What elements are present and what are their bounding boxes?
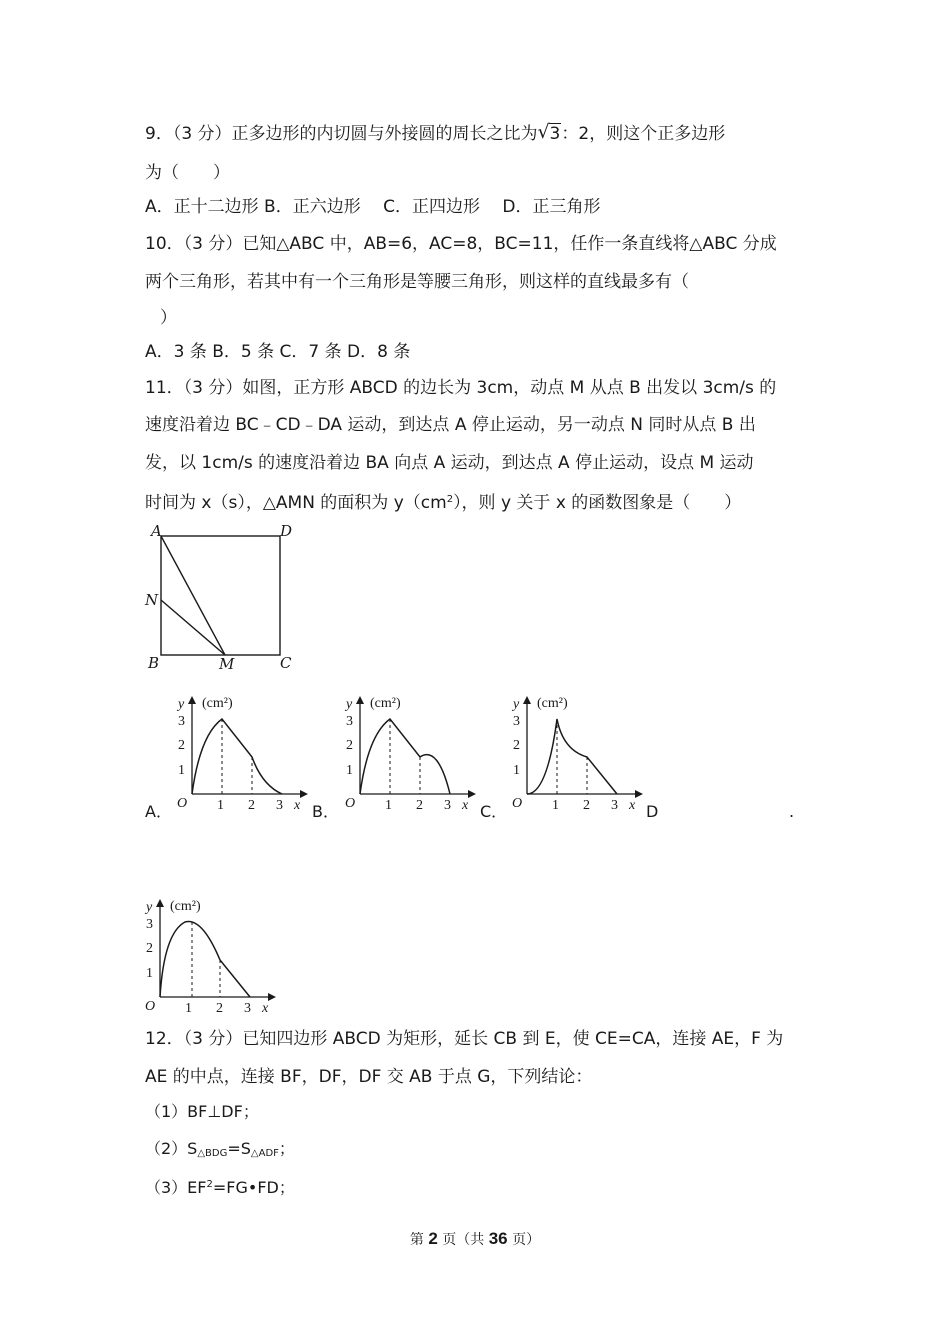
svg-text:(cm²): (cm²) — [202, 696, 233, 711]
graph-a-curve — [192, 719, 282, 794]
svg-text:1: 1 — [346, 763, 353, 778]
graph-option-c — [507, 690, 647, 815]
svg-text:3: 3 — [611, 798, 618, 813]
current-page-number: 2 — [428, 1229, 438, 1248]
graph-d-curve — [160, 921, 250, 997]
page-footer: 第 2 页（共 36 页） — [409, 1229, 541, 1248]
sqrt-symbol: √ 3 — [537, 121, 561, 144]
svg-text:2: 2 — [416, 798, 423, 813]
label-c: C — [280, 654, 292, 672]
label-n: N — [145, 591, 159, 609]
q12-line2: AE 的中点，连接 BF，DF，DF 交 AB 于点 G，下列结论： — [145, 1067, 593, 1087]
label-d: D — [280, 522, 293, 540]
total-page-count: 36 — [488, 1229, 508, 1248]
svg-text:2: 2 — [513, 738, 520, 753]
square-abcd — [161, 536, 280, 655]
q12-line1: 12．（3 分）已知四边形 ABCD 为矩形，延长 CB 到 E，使 CE=CA，连接 AE，F 为 — [145, 1029, 784, 1049]
q10-options: A．3 条 B．5 条 C．7 条 D．8 条 — [145, 342, 411, 362]
label-m: M — [219, 655, 235, 673]
svg-text:3: 3 — [178, 714, 185, 729]
svg-text:2: 2 — [178, 738, 185, 753]
option-c-label[interactable]: C． — [480, 802, 508, 821]
square-abcd-figure — [140, 520, 310, 675]
q9-line1: 9．（3 分）正多边形的内切圆与外接圆的周长之比为 √ 3：2，则这个正多边形 — [145, 121, 726, 144]
option-b-label[interactable]: B． — [312, 802, 339, 821]
svg-text:O: O — [345, 796, 356, 811]
graph-option-a — [172, 690, 312, 815]
svg-text:2: 2 — [146, 941, 153, 956]
svg-text:1: 1 — [217, 798, 224, 813]
graph-c-curve — [527, 719, 617, 794]
svg-text:2: 2 — [583, 798, 590, 813]
svg-text:3: 3 — [244, 1001, 251, 1016]
svg-text:x: x — [294, 798, 301, 813]
graph-option-b — [340, 690, 480, 815]
svg-text:(cm²): (cm²) — [170, 899, 201, 914]
q10-line3: ） — [160, 308, 177, 328]
svg-text:2: 2 — [248, 798, 255, 813]
svg-text:x: x — [462, 798, 469, 813]
svg-text:y: y — [513, 697, 520, 712]
segment-am — [161, 536, 225, 655]
q10-line1: 10．（3 分）已知△ABC 中，AB=6，AC=8，BC=11，任作一条直线将△ABC 分成 — [145, 234, 777, 254]
svg-text:O: O — [177, 796, 188, 811]
svg-text:x: x — [629, 798, 636, 813]
segment-nm — [161, 600, 225, 655]
svg-text:(cm²): (cm²) — [370, 696, 401, 711]
label-b: B — [148, 654, 160, 672]
svg-text:1: 1 — [146, 966, 153, 981]
svg-text:2: 2 — [216, 1001, 223, 1016]
graph-axes — [188, 696, 308, 798]
svg-text:O: O — [512, 796, 523, 811]
svg-text:1: 1 — [185, 1001, 192, 1016]
q11-line1: 11．（3 分）如图，正方形 ABCD 的边长为 3cm，动点 M 从点 B 出发以 3cm/s 的 — [145, 378, 777, 398]
option-a-label[interactable]: A． — [145, 802, 172, 821]
q12-conclusion-1: （1）BF⊥DF； — [145, 1102, 259, 1121]
svg-text:y: y — [178, 697, 185, 712]
svg-text:3: 3 — [276, 798, 283, 813]
svg-text:(cm²): (cm²) — [537, 696, 568, 711]
svg-text:3: 3 — [146, 917, 153, 932]
svg-text:1: 1 — [178, 763, 185, 778]
svg-text:1: 1 — [385, 798, 392, 813]
graph-axes — [356, 696, 476, 798]
svg-text:3: 3 — [444, 798, 451, 813]
svg-text:y: y — [146, 900, 153, 915]
svg-text:3: 3 — [513, 714, 520, 729]
graph-option-d — [140, 893, 280, 1018]
svg-text:O: O — [145, 999, 156, 1014]
q9-line2: 为（ ） — [145, 163, 230, 183]
graph-b-curve — [360, 719, 450, 794]
svg-text:1: 1 — [552, 798, 559, 813]
svg-text:x: x — [262, 1001, 269, 1016]
svg-text:2: 2 — [346, 738, 353, 753]
q12-conclusion-2: $(2)S_{\triangle BDG}=S_{\triangle ADF}$； — [145, 1139, 295, 1159]
option-d-dot: . — [789, 802, 795, 821]
svg-text:y: y — [346, 697, 353, 712]
svg-text:1: 1 — [513, 763, 520, 778]
option-d-label[interactable]: D — [646, 802, 659, 821]
q11-line4: 时间为 x（s），△AMN 的面积为 $y(cm^2)$，则 y 关于 x 的函数图象是（ ） — [145, 493, 742, 513]
q9-options: A．正十二边形 B．正六边形 C．正四边形 D．正三角形 — [145, 197, 601, 217]
svg-text:3: 3 — [346, 714, 353, 729]
q11-line2: 速度沿着边 BC﹣CD﹣DA 运动，到达点 A 停止运动，另一动点 N 同时从点 B 出 — [145, 415, 756, 435]
q10-line2: 两个三角形，若其中有一个三角形是等腰三角形，则这样的直线最多有（ — [145, 272, 689, 292]
label-a: A — [151, 522, 162, 540]
q11-line3: 发，以 1cm/s 的速度沿着边 BA 向点 A 运动，到达点 A 停止运动，设点 M 运动 — [145, 453, 754, 473]
q12-conclusion-3: $(3)EF^2=FG•FD$； — [145, 1178, 295, 1197]
